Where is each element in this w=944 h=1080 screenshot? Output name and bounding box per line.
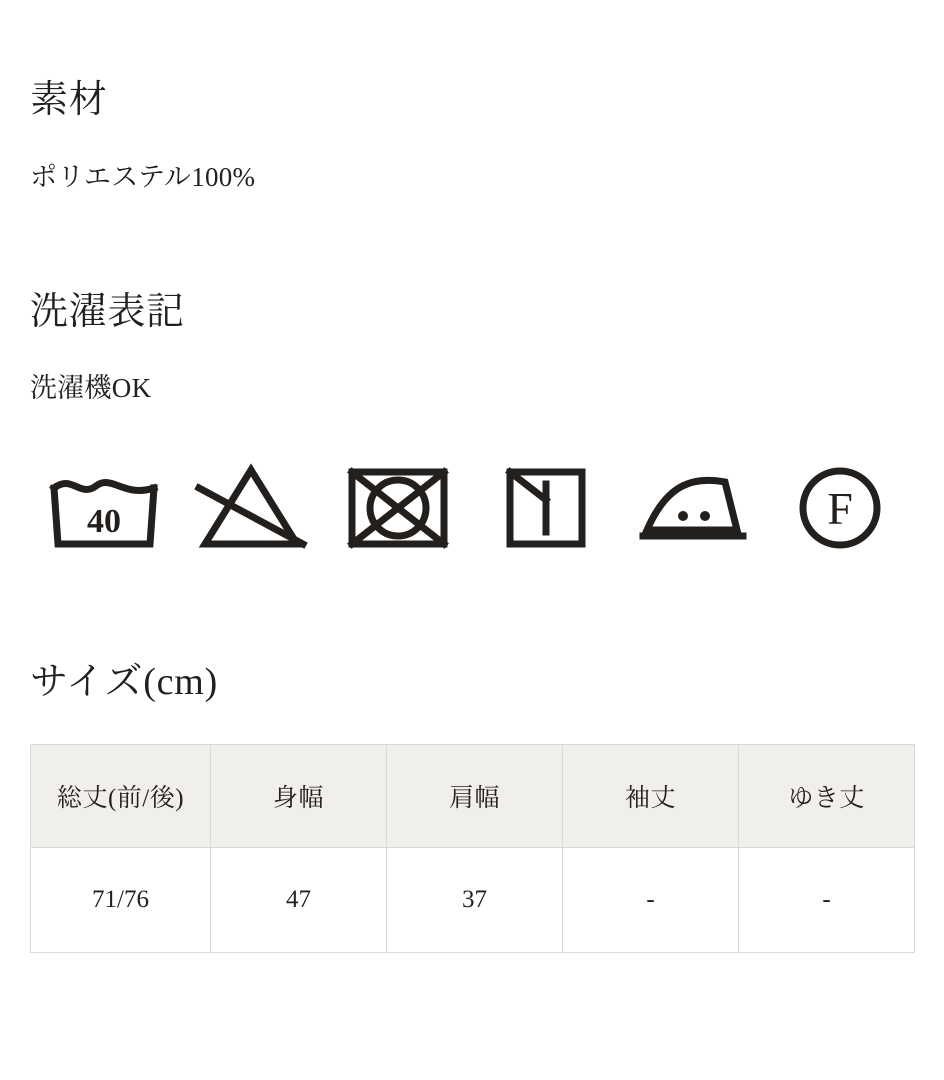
table-row [31,847,915,952]
no-bleach-triangle-icon [177,448,324,568]
column-header-yuki-length: ゆき丈 [739,744,915,847]
material-section [30,0,914,195]
cell-body-width: 47 [211,847,387,952]
size-section [30,568,914,953]
wash-care-section [30,195,914,569]
column-header-body-width: 身幅 [211,744,387,847]
line-dry-vertical-icon [472,448,619,568]
svg-text:40: 40 [86,503,121,541]
material-heading: 素材 [30,79,108,121]
svg-text:F: F [827,483,854,535]
column-header-total-length: 総丈(前/後) [31,744,211,847]
cell-sleeve-length: - [563,847,739,952]
wash-tub-40-icon [30,448,177,568]
material-text: ポリエステル100% [30,161,256,192]
column-header-sleeve-length: 袖丈 [563,744,739,847]
cell-total-length: 71/76 [31,847,211,952]
column-header-shoulder-width: 肩幅 [387,744,563,847]
wash-care-heading: 洗濯表記 [30,290,186,333]
wash-care-text: 洗濯機OK [30,373,152,404]
table-header-row [31,744,915,847]
size-table [30,744,915,953]
iron-two-dots-icon [619,448,766,568]
care-symbols-row [30,448,914,568]
cell-yuki-length: - [739,847,915,952]
size-heading: サイズ(cm) [30,661,219,704]
no-tumble-dry-icon [325,448,472,568]
dry-clean-f-icon [767,448,914,568]
cell-shoulder-width: 37 [387,847,563,952]
